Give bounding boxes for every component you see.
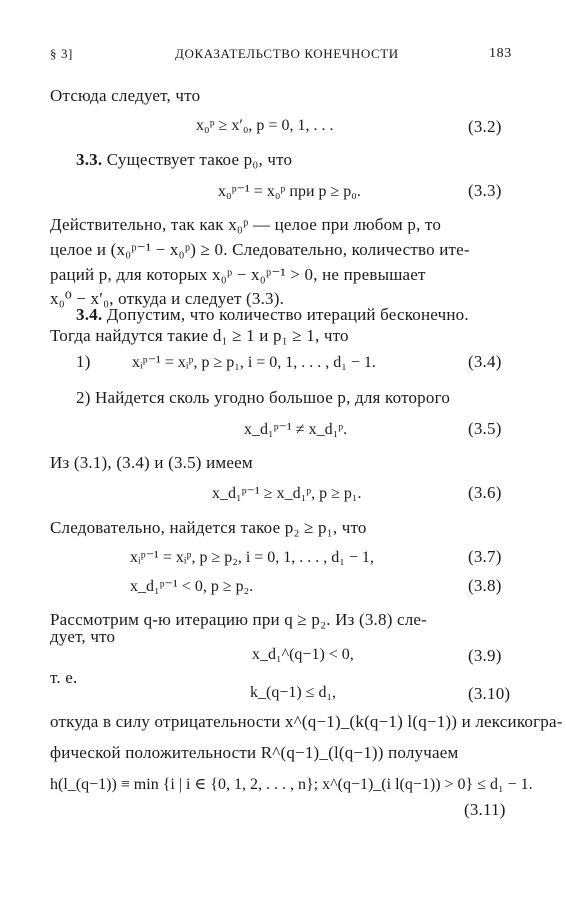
equation: x_d₁ᵖ⁻¹ < 0, p ≥ p₂.: [130, 578, 254, 595]
equation-number: (3.5): [468, 419, 502, 438]
text-line: т. е.: [50, 668, 78, 687]
text-line: Отсюда следует, что: [50, 86, 201, 105]
paragraph-line: целое и (x₀ᵖ⁻¹ − x₀ᵖ) ≥ 0. Следовательно, количество ите-: [50, 240, 470, 259]
page-number: 183: [489, 46, 512, 61]
paragraph-line: Действительно, так как x₀ᵖ — целое при любом p, то: [50, 215, 442, 234]
equation: x₀ᵖ ≥ x′₀, p = 0, 1, . . .: [196, 117, 334, 134]
text-line: 2) Найдется сколь угодно большое p, для которого: [76, 388, 451, 407]
running-title: ДОКАЗАТЕЛЬСТВО КОНЕЧНОСТИ: [175, 46, 399, 61]
statement: [76, 150, 292, 170]
equation-number: (3.11): [464, 800, 506, 819]
paragraph-line: Тогда найдутся такие d₁ ≥ 1 и p₁ ≥ 1, что: [50, 326, 349, 345]
paragraph-line: Рассмотрим q-ю итерацию при q ≥ p₂. Из (3.8) сле-: [50, 610, 428, 629]
text-line: Из (3.1), (3.4) и (3.5) имеем: [50, 453, 253, 472]
equation-number: (3.10): [468, 684, 511, 703]
equation: xᵢᵖ⁻¹ = xᵢᵖ, p ≥ p₁, i = 0, 1, . . . , d₁ − 1.: [132, 354, 376, 371]
equation: k_(q−1) ≤ d₁,: [250, 684, 337, 701]
paragraph-line: раций p, для которых x₀ᵖ − x₀ᵖ⁻¹ > 0, не превышает: [50, 265, 426, 284]
equation: x₀ᵖ⁻¹ = x₀ᵖ при p ≥ p₀.: [218, 183, 361, 200]
equation-label: 1): [76, 352, 91, 371]
equation: x_d₁ᵖ⁻¹ ≥ x_d₁ᵖ, p ≥ p₁.: [212, 485, 362, 502]
equation-number: (3.2): [468, 117, 502, 136]
statement-text: Существует такое p₀, что: [106, 150, 293, 169]
equation-number: (3.4): [468, 352, 502, 371]
statement: [76, 305, 469, 325]
equation-number: (3.9): [468, 646, 502, 665]
statement-text: Допустим, что количество итераций бесконечно.: [106, 305, 469, 324]
paragraph-line: фической положительности R^(q−1)_(l(q−1)) получаем: [50, 743, 459, 762]
equation: x_d₁^(q−1) < 0,: [252, 646, 354, 663]
paragraph-line: x₀⁰ − x′₀, откуда и следует (3.3).: [50, 289, 285, 308]
paragraph-line: откуда в силу отрицательности x^(q−1)_(k(q−1) l(q−1)) и лексикогра-: [50, 712, 563, 731]
section-marker: § 3]: [50, 46, 73, 61]
equation: h(l_(q−1)) ≡ min {i | i ∈ {0, 1, 2, . . . , n}; x^(q−1)_(i l(q−1)) > 0} ≤ d₁ − 1.: [50, 776, 533, 793]
equation: xᵢᵖ⁻¹ = xᵢᵖ, p ≥ p₂, i = 0, 1, . . . , d₁ − 1,: [130, 549, 374, 566]
equation-number: (3.6): [468, 483, 502, 502]
equation: x_d₁ᵖ⁻¹ ≠ x_d₁ᵖ.: [244, 421, 348, 438]
equation-number: (3.7): [468, 547, 502, 566]
equation-number: (3.8): [468, 576, 502, 595]
equation-number: (3.3): [468, 181, 502, 200]
text-line: Следовательно, найдется такое p₂ ≥ p₁, что: [50, 518, 367, 537]
statement-number: 3.4.: [76, 305, 103, 324]
paragraph-line: дует, что: [50, 627, 116, 646]
statement-number: 3.3.: [76, 150, 103, 169]
